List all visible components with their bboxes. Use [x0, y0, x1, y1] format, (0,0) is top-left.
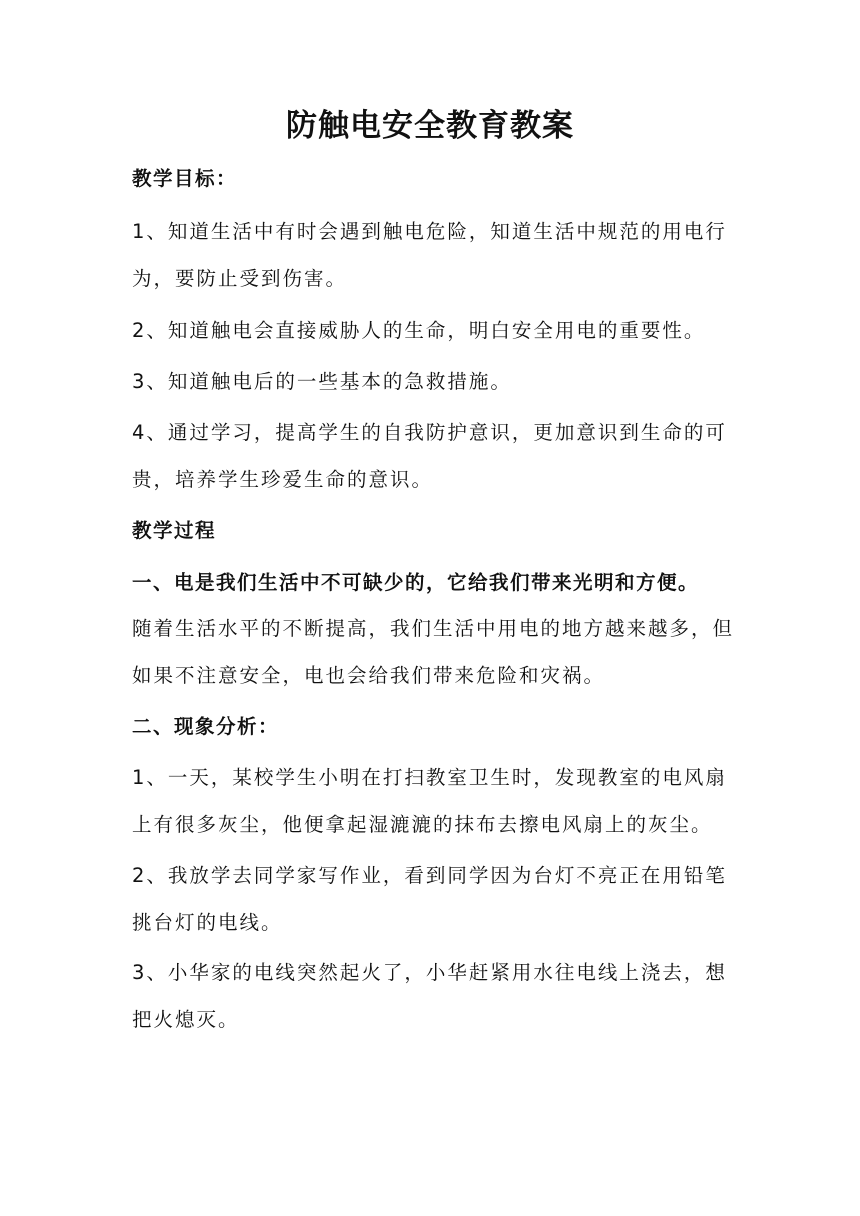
case-1-line-1: 1、一天，某校学生小明在打扫教室卫生时，发现教室的电风扇: [132, 766, 727, 789]
goal-1-paragraph: [132, 208, 732, 302]
goal-4-line-2: 贵，培养学生珍爱生命的意识。: [132, 468, 434, 491]
case-3-line-2: 把火熄灭。: [132, 1008, 240, 1031]
goal-2-paragraph: 2、知道触电会直接威胁人的生命，明白安全用电的重要性。: [132, 319, 706, 342]
part-1-line-2: 如果不注意安全，电也会给我们带来危险和灾祸。: [132, 664, 606, 687]
document-title: 防触电安全教育教案: [286, 108, 574, 144]
goal-1-line-2: 为，要防止受到伤害。: [132, 267, 348, 290]
goal-4-paragraph: [132, 409, 732, 503]
goal-4-line-1: 4、通过学习，提高学生的自我防护意识，更加意识到生命的可: [132, 421, 727, 444]
case-1-paragraph: [132, 754, 732, 848]
case-2-line-1: 2、我放学去同学家写作业，看到同学因为台灯不亮正在用铅笔: [132, 864, 727, 887]
goal-3-paragraph: 3、知道触电后的一些基本的急救措施。: [132, 370, 512, 393]
part-1-paragraph: [132, 605, 735, 699]
section-goals-heading: 教学目标：: [132, 167, 238, 190]
part-1-line-1: 随着生活水平的不断提高，我们生活中用电的地方越来越多，但: [132, 617, 735, 640]
case-3-line-1: 3、小华家的电线突然起火了，小华赶紧用水往电线上浇去，想: [132, 961, 727, 984]
case-2-line-2: 挑台灯的电线。: [132, 911, 283, 934]
case-1-line-2: 上有很多灰尘，他便拿起湿漉漉的抹布去擦电风扇上的灰尘。: [132, 813, 713, 836]
section-process-heading: 教学过程: [132, 519, 217, 542]
goal-1-line-1: 1、知道生活中有时会遇到触电危险，知道生活中规范的用电行: [132, 220, 727, 243]
case-3-paragraph: [132, 949, 732, 1043]
part-2-heading: 二、现象分析：: [132, 715, 280, 738]
part-1-heading: 一、电是我们生活中不可缺少的，它给我们带来光明和方便。: [132, 571, 700, 594]
case-2-paragraph: [132, 852, 732, 946]
